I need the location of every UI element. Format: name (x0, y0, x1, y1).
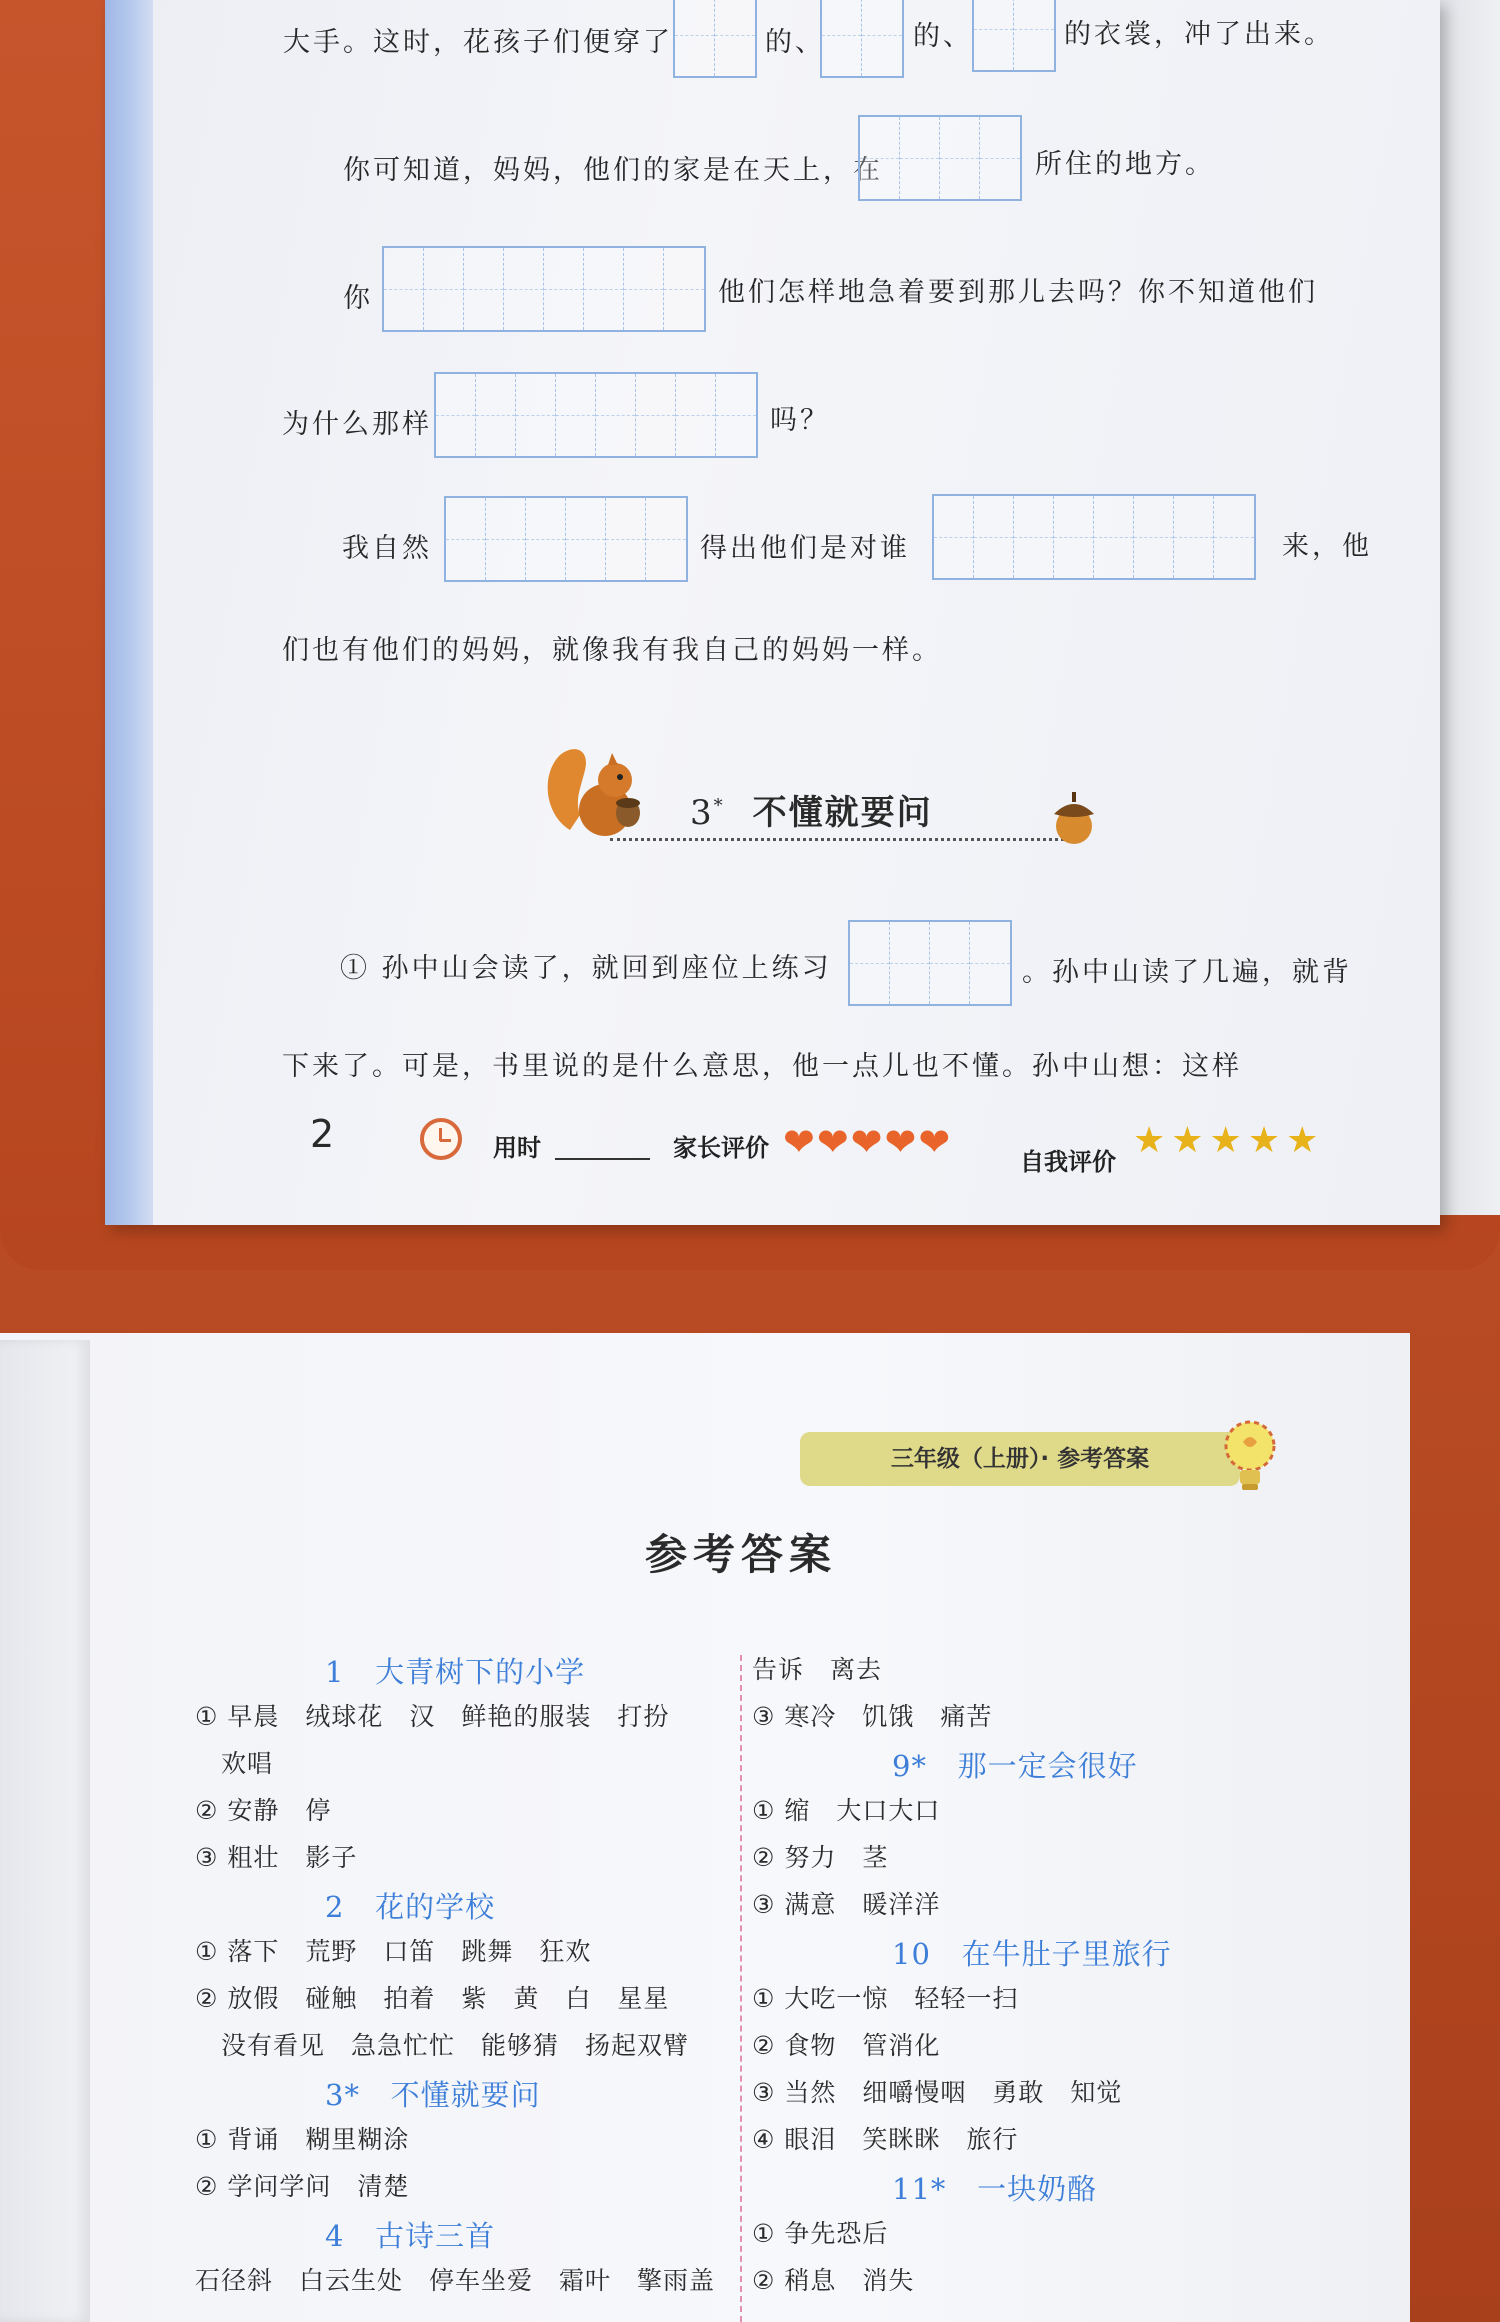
answer-banner: 三年级（上册）· 参考答案 (800, 1432, 1240, 1486)
answer-row: ① 早晨 绒球花 汉 鲜艳的服装 打扮 (195, 1702, 670, 1731)
text-line: 你可知道，妈妈，他们的家是在天上，在 (343, 155, 883, 186)
lesson-heading (325, 1650, 585, 1691)
lesson-heading (325, 1885, 495, 1926)
answer-row: ② 食物 管消化 (752, 2031, 941, 2060)
time-label: 用时 (493, 1134, 541, 1162)
text-line: 吗？ (770, 405, 830, 436)
self-rating-label: 自我评价 (1020, 1148, 1116, 1176)
writing-grid[interactable] (932, 494, 1256, 580)
writing-grid[interactable] (858, 115, 1022, 201)
squirrel-icon (540, 735, 650, 845)
text-line: 来，他 (1282, 531, 1372, 562)
clock-icon (420, 1118, 462, 1160)
answer-row: ③ 当然 细嚼慢咽 勇敢 知觉 (752, 2078, 1123, 2107)
lesson-heading (325, 2073, 541, 2114)
answer-column-left (195, 1650, 735, 2322)
lesson-title: 不懂就要问 (390, 2078, 541, 2112)
lesson-title: 花的学校 (375, 1890, 496, 1924)
writing-grid[interactable] (972, 0, 1056, 72)
answer-row: ② 努力 茎 (752, 1843, 889, 1872)
star-rating[interactable]: ★★★★★ (1133, 1120, 1325, 1161)
lesson-heading (892, 1744, 1138, 1785)
time-blank[interactable] (555, 1158, 650, 1160)
answer-row: ② 学问学问 清楚 (195, 2172, 410, 2201)
acorn-icon (1048, 788, 1100, 846)
question-text: ① 孙中山会读了，就回到座位上练习 (340, 953, 832, 984)
lesson-heading (325, 2214, 495, 2255)
question-text: 。孙中山读了几遍，就背 (1022, 957, 1352, 988)
lesson-number: 3* (325, 2078, 391, 2112)
answer-row: 没有看见 急急忙忙 能够猜 扬起双臂 (195, 2031, 690, 2060)
answer-row: ① 大吃一惊 轻轻一扫 (752, 1984, 1019, 2013)
heading-underline (610, 838, 1070, 841)
text-line: 们也有他们的妈妈，就像我有我自己的妈妈一样。 (282, 635, 942, 666)
answer-row: ① 争先恐后 (752, 2219, 889, 2248)
answer-column-right (752, 1650, 1312, 2322)
column-divider (740, 1655, 742, 2322)
lesson-number: 9* (892, 1749, 958, 1783)
lesson-title: 在牛肚子里旅行 (961, 1937, 1172, 1971)
lesson-number: 4 (325, 2219, 376, 2253)
writing-grid[interactable] (673, 0, 757, 78)
answer-row: ④ 眼泪 笑眯眯 旅行 (752, 2125, 1019, 2154)
text-line: 的衣裳，冲了出来。 (1064, 19, 1334, 50)
book-spine (105, 0, 153, 1225)
heart-rating[interactable]: ❤❤❤❤❤ (783, 1120, 953, 1164)
answer-title: 参考答案 (645, 1530, 838, 1579)
text-line: 我自然 (342, 533, 432, 564)
answer-row: ① 缩 大口大口 (752, 1796, 941, 1825)
answer-row: ③ 寒冷 饥饿 痛苦 (752, 1702, 993, 1731)
text-line: 的、 (913, 21, 973, 52)
page-number: 2 (310, 1112, 335, 1156)
text-line: 为什么那样 (282, 409, 432, 440)
text-line: 他们怎样地急着要到那儿去吗？你不知道他们 (718, 277, 1318, 308)
text-line: 大手。这时，花孩子们便穿了 (283, 27, 673, 58)
answer-row: ② 放假 碰触 拍着 紫 黄 白 星星 (195, 1984, 670, 2013)
lesson-number: 11* (892, 2172, 978, 2206)
writing-grid[interactable] (444, 496, 688, 582)
answer-row: ① 背诵 糊里糊涂 (195, 2125, 410, 2154)
writing-grid[interactable] (820, 0, 904, 78)
lesson-title: 那一定会很好 (957, 1749, 1138, 1783)
answer-row: ③ 满意 暖洋洋 (752, 1890, 941, 1919)
lesson-number: 2 (325, 1890, 376, 1924)
parent-rating-label: 家长评价 (673, 1134, 769, 1162)
text-line: 的、 (765, 27, 825, 58)
text-line: 你 (343, 283, 373, 314)
lesson-title: 一块奶酪 (977, 2172, 1098, 2206)
answer-row: 告诉 离去 (752, 1655, 883, 1684)
lesson-heading (892, 2167, 1097, 2208)
answer-row: 石径斜 白云生处 停车坐爱 霜叶 擎雨盖 (195, 2266, 716, 2295)
section-heading: 3* 不懂就要问 (690, 793, 933, 833)
question-text: 下来了。可是，书里说的是什么意思，他一点儿也不懂。孙中山想：这样 (282, 1051, 1242, 1082)
writing-grid[interactable] (382, 246, 706, 332)
answer-row: ① 落下 荒野 口笛 跳舞 狂欢 (195, 1937, 592, 1966)
answer-row: ③ 粗壮 影子 (195, 1843, 358, 1872)
lesson-number: 1 (325, 1655, 376, 1689)
lesson-number: 10 (892, 1937, 962, 1971)
writing-grid[interactable] (434, 372, 758, 458)
left-page-edge (0, 1340, 90, 2322)
answer-row: ② 安静 停 (195, 1796, 332, 1825)
text-line: 所住的地方。 (1035, 149, 1215, 180)
answer-row: ② 稍息 消失 (752, 2266, 915, 2295)
lesson-title: 大青树下的小学 (375, 1655, 586, 1689)
text-line: 得出他们是对谁 (700, 533, 910, 564)
lesson-heading (892, 1932, 1172, 1973)
answer-row: 欢唱 (195, 1749, 274, 1778)
lightbulb-icon (1218, 1418, 1282, 1496)
lesson-title: 古诗三首 (375, 2219, 496, 2253)
writing-grid[interactable] (848, 920, 1012, 1006)
